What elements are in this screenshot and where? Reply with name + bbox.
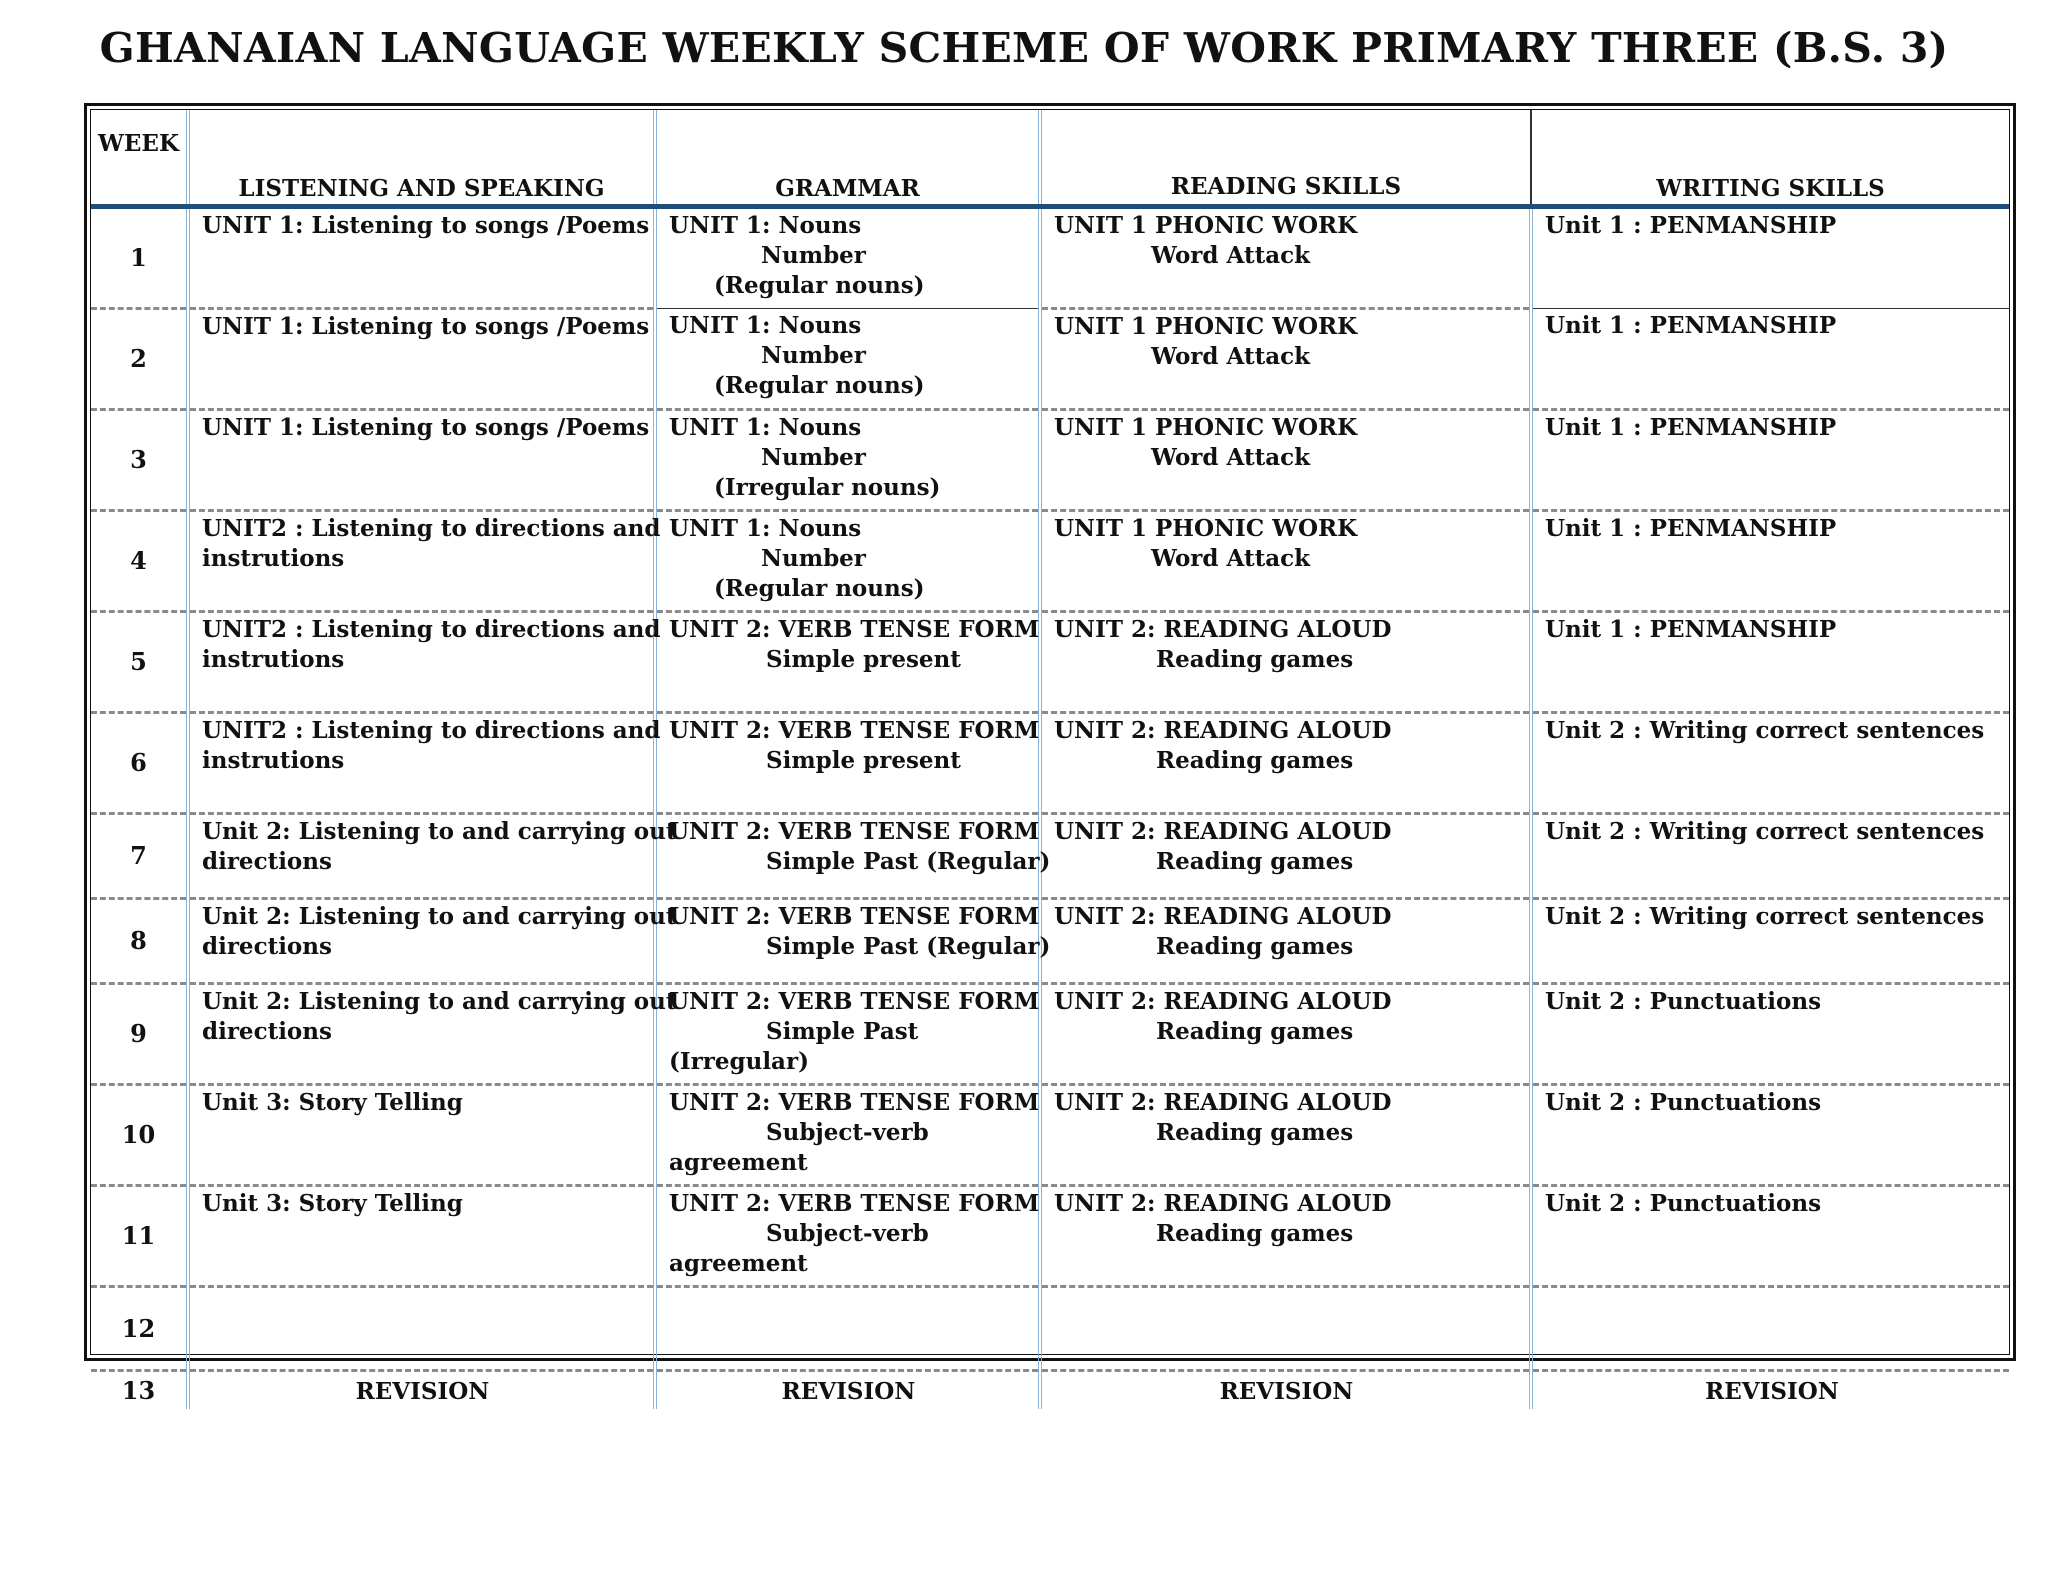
grammar-text: UNIT 2: VERB TENSE FORM <box>669 1190 1040 1217</box>
reading-text: UNIT 2: READING ALOUD <box>1054 1190 1392 1217</box>
grammar-text: Simple Past (Regular) <box>766 933 1051 960</box>
reading-text: Reading games <box>1156 747 1354 774</box>
week-number: 2 <box>91 309 188 410</box>
week-number: 4 <box>91 511 188 612</box>
grammar-cell <box>655 1085 1040 1186</box>
grammar-text: Subject-verb <box>766 1220 929 1247</box>
listening-text: directions <box>202 1018 332 1045</box>
listening-text: directions <box>202 933 332 960</box>
reading-cell <box>1040 899 1531 984</box>
page-title: GHANAIAN LANGUAGE WEEKLY SCHEME OF WORK PRIMARY THREE (B.S. 3) <box>99 24 1949 72</box>
listening-text: Unit 3: Story Telling <box>202 1089 463 1116</box>
reading-text: UNIT 1 PHONIC WORK <box>1054 212 1358 239</box>
grammar-cell <box>655 1186 1040 1287</box>
grammar-cell <box>655 207 1040 309</box>
reading-text: UNIT 2: READING ALOUD <box>1054 988 1392 1015</box>
grammar-text: agreement <box>669 1149 808 1176</box>
table-row <box>91 713 2009 814</box>
writing-text: Unit 1 : PENMANSHIP <box>1545 515 1837 542</box>
grammar-cell <box>655 309 1040 410</box>
table-row <box>91 1186 2009 1287</box>
week-number: 10 <box>91 1085 188 1186</box>
grammar-cell <box>655 984 1040 1085</box>
grammar-cell <box>655 1371 1040 1410</box>
listening-cell <box>188 1085 655 1186</box>
grammar-cell <box>655 511 1040 612</box>
reading-text: UNIT 1 PHONIC WORK <box>1054 313 1358 340</box>
table-row <box>91 207 2009 309</box>
writing-text: Unit 1 : PENMANSHIP <box>1545 414 1837 441</box>
grammar-text: Subject-verb <box>766 1119 929 1146</box>
table-row <box>91 612 2009 713</box>
writing-text: Unit 2 : Writing correct sentences <box>1545 717 1985 744</box>
scheme-table <box>91 110 2009 1409</box>
grammar-cell <box>655 899 1051 984</box>
listening-cell <box>188 713 661 814</box>
grammar-text: UNIT 1: Nouns <box>669 515 862 542</box>
grammar-text: UNIT 2: VERB TENSE FORM <box>669 717 1040 744</box>
grammar-cell <box>655 713 1040 814</box>
table-row <box>91 1085 2009 1186</box>
writing-cell <box>1531 814 2009 899</box>
writing-cell <box>1531 1186 2009 1287</box>
writing-cell <box>1531 207 2009 309</box>
grammar-text: UNIT 2: VERB TENSE FORM <box>669 1089 1040 1116</box>
writing-text: Unit 2 : Punctuations <box>1545 988 1822 1015</box>
grammar-text: Simple Past (Regular) <box>766 848 1051 875</box>
grammar-text: UNIT 2: VERB TENSE FORM <box>669 988 1040 1015</box>
reading-cell <box>1040 1085 1531 1186</box>
grammar-text: UNIT 2: VERB TENSE FORM <box>669 616 1040 643</box>
listening-text: UNIT 1: Listening to songs /Poems <box>202 414 650 441</box>
writing-cell <box>1531 1287 2009 1371</box>
grammar-cell <box>655 814 1051 899</box>
header-week: WEEK <box>91 110 188 207</box>
listening-text: Unit 3: Story Telling <box>202 1190 463 1217</box>
reading-text: Word Attack <box>1151 444 1311 471</box>
reading-cell <box>1040 207 1531 309</box>
listening-cell <box>188 1287 655 1371</box>
writing-cell <box>1531 309 2009 410</box>
reading-text: UNIT 2: READING ALOUD <box>1054 1089 1392 1116</box>
listening-cell <box>188 410 655 511</box>
grammar-text: Number <box>761 545 866 572</box>
grammar-text: (Regular nouns) <box>714 575 925 602</box>
grammar-text: UNIT 1: Nouns <box>669 414 862 441</box>
reading-text: UNIT 1 PHONIC WORK <box>1054 414 1358 441</box>
writing-cell <box>1531 410 2009 511</box>
grammar-cell <box>655 612 1040 713</box>
listening-cell <box>188 511 661 612</box>
grammar-text: (Regular nouns) <box>714 272 925 299</box>
reading-cell <box>1040 713 1531 814</box>
reading-text: Word Attack <box>1151 242 1311 269</box>
listening-text: UNIT 1: Listening to songs /Poems <box>202 313 650 340</box>
writing-text: Unit 2 : Punctuations <box>1545 1089 1822 1116</box>
reading-text: UNIT 2: READING ALOUD <box>1054 616 1392 643</box>
reading-cell <box>1040 612 1531 713</box>
grammar-text: Number <box>761 342 866 369</box>
listening-cell <box>188 309 655 410</box>
grammar-cell <box>655 410 1040 511</box>
reading-text: Reading games <box>1156 1220 1354 1247</box>
writing-cell <box>1531 612 2009 713</box>
header-grammar: GRAMMAR <box>655 110 1040 207</box>
grammar-text: agreement <box>669 1250 808 1277</box>
grammar-cell <box>655 1287 1040 1371</box>
week-number: 1 <box>91 207 188 309</box>
reading-text: UNIT 2: READING ALOUD <box>1054 818 1392 845</box>
listening-cell <box>188 814 677 899</box>
reading-cell <box>1040 511 1531 612</box>
grammar-text: UNIT 1: Nouns <box>669 212 862 239</box>
reading-cell <box>1040 1186 1531 1287</box>
listening-text: instrutions <box>202 646 345 673</box>
week-number: 6 <box>91 713 188 814</box>
reading-text: Reading games <box>1156 1119 1354 1146</box>
grammar-text: Number <box>761 444 866 471</box>
writing-cell <box>1531 899 2009 984</box>
reading-cell <box>1040 1371 1531 1410</box>
table-row <box>91 309 2009 410</box>
writing-cell <box>1531 1371 2009 1410</box>
table-row <box>91 899 2009 984</box>
writing-cell <box>1531 713 2009 814</box>
writing-cell <box>1531 984 2009 1085</box>
reading-cell <box>1040 1287 1531 1371</box>
listening-text: UNIT2 : Listening to directions and <box>202 717 661 744</box>
week-number: 3 <box>91 410 188 511</box>
grammar-text: REVISION <box>781 1377 916 1405</box>
listening-text: Unit 2: Listening to and carrying out <box>202 903 677 930</box>
listening-text: REVISION <box>355 1377 490 1405</box>
table-row <box>91 984 2009 1085</box>
header-writing: WRITING SKILLS <box>1531 110 2009 207</box>
listening-text: instrutions <box>202 545 345 572</box>
listening-text: Unit 2: Listening to and carrying out <box>202 988 677 1015</box>
listening-text: UNIT 1: Listening to songs /Poems <box>202 212 650 239</box>
header-row <box>91 110 2009 207</box>
reading-text: Reading games <box>1156 646 1354 673</box>
reading-text: Reading games <box>1156 933 1354 960</box>
writing-text: Unit 2 : Writing correct sentences <box>1545 818 1985 845</box>
writing-text: Unit 1 : PENMANSHIP <box>1545 616 1837 643</box>
week-number: 11 <box>91 1186 188 1287</box>
writing-text: Unit 1 : PENMANSHIP <box>1545 312 1837 339</box>
grammar-text: Simple present <box>766 646 961 673</box>
reading-text: UNIT 1 PHONIC WORK <box>1054 515 1358 542</box>
table-row <box>91 511 2009 612</box>
grammar-text: Simple Past <box>766 1018 919 1045</box>
listening-text: UNIT2 : Listening to directions and <box>202 616 661 643</box>
listening-cell <box>188 612 661 713</box>
week-number: 12 <box>91 1287 188 1371</box>
grammar-text: UNIT 2: VERB TENSE FORM <box>669 903 1040 930</box>
week-number: 8 <box>91 899 188 984</box>
listening-cell <box>188 1371 655 1410</box>
reading-text: Word Attack <box>1151 343 1311 370</box>
table-row <box>91 1287 2009 1371</box>
reading-text: UNIT 2: READING ALOUD <box>1054 717 1392 744</box>
reading-text: Reading games <box>1156 848 1354 875</box>
listening-cell <box>188 207 655 309</box>
grammar-text: Number <box>761 242 866 269</box>
reading-cell <box>1040 984 1531 1085</box>
grammar-text: UNIT 2: VERB TENSE FORM <box>669 818 1040 845</box>
grammar-text: (Irregular) <box>669 1048 809 1075</box>
listening-text: directions <box>202 848 332 875</box>
reading-text: Reading games <box>1156 1018 1354 1045</box>
table-row <box>91 814 2009 899</box>
writing-text: Unit 2 : Punctuations <box>1545 1190 1822 1217</box>
table-row <box>91 1371 2009 1410</box>
writing-cell <box>1531 1085 2009 1186</box>
reading-text: Word Attack <box>1151 545 1311 572</box>
week-number: 13 <box>121 1375 156 1405</box>
grammar-text: Simple present <box>766 747 961 774</box>
listening-text: instrutions <box>202 747 345 774</box>
reading-text: UNIT 2: READING ALOUD <box>1054 903 1392 930</box>
grammar-text: UNIT 1: Nouns <box>669 312 862 339</box>
reading-cell <box>1040 410 1531 511</box>
listening-cell <box>188 1186 655 1287</box>
grammar-text: (Regular nouns) <box>714 372 925 399</box>
grammar-text: (Irregular nouns) <box>714 474 941 501</box>
listening-cell <box>188 899 677 984</box>
header-reading: READING SKILLS <box>1040 110 1531 207</box>
header-listening: LISTENING AND SPEAKING <box>188 110 655 207</box>
writing-text: Unit 2 : Writing correct sentences <box>1545 903 1985 930</box>
writing-cell <box>1531 511 2009 612</box>
table-row <box>91 410 2009 511</box>
reading-cell <box>1040 814 1531 899</box>
listening-text: UNIT2 : Listening to directions and <box>202 515 661 542</box>
listening-cell <box>188 984 677 1085</box>
writing-text: REVISION <box>1705 1377 1839 1405</box>
listening-text: Unit 2: Listening to and carrying out <box>202 818 677 845</box>
week-number: 7 <box>91 814 188 899</box>
reading-text: REVISION <box>1219 1377 1354 1405</box>
writing-text: Unit 1 : PENMANSHIP <box>1545 212 1837 239</box>
week-number: 5 <box>91 612 188 713</box>
week-number: 9 <box>91 984 188 1085</box>
reading-cell <box>1040 309 1531 410</box>
